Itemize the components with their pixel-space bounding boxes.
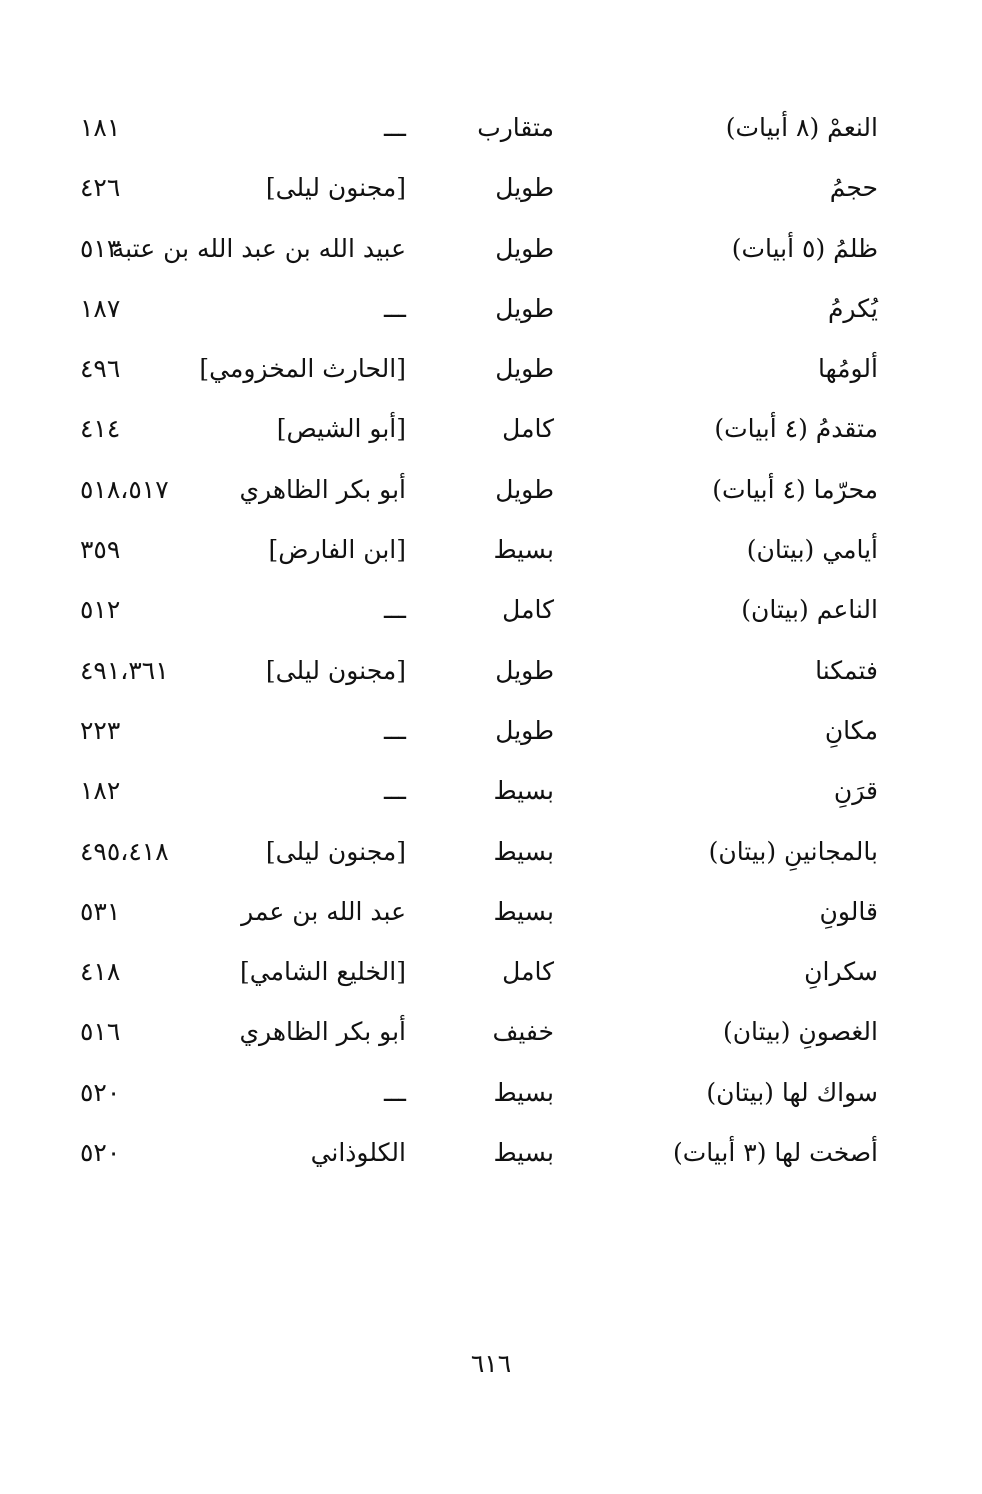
table-row [0, 822, 982, 882]
page-refs-cell: ٢٢٣ [80, 715, 121, 745]
page-refs-cell: ٤١٤ [80, 414, 121, 444]
poet-cell: ـــ [384, 293, 406, 323]
table-row [0, 399, 982, 459]
table-row [0, 279, 982, 339]
meter-cell: متقارب [477, 113, 554, 142]
page-refs-cell: ١٨١ [80, 113, 121, 142]
verse-rhyme-cell: سكرانِ [804, 957, 878, 987]
meter-cell: طويل [495, 233, 554, 263]
page-refs-cell: ٤٩١،٣٦١ [80, 655, 169, 685]
poet-cell: أبو بكر الظاهري [239, 474, 406, 504]
table-row [0, 1063, 982, 1123]
meter-cell: بسيط [493, 1077, 554, 1107]
meter-cell: خفيف [492, 1017, 554, 1047]
page-refs-cell: ٥٣١ [80, 896, 121, 926]
verse-rhyme-cell: الغصونِ (بيتان) [722, 1017, 878, 1047]
verse-rhyme-cell: سواك لها (بيتان) [706, 1077, 878, 1107]
meter-cell: كامل [502, 595, 554, 625]
verse-rhyme-cell: فتمكنا [815, 655, 878, 685]
page-refs-cell: ٤١٨ [80, 957, 121, 987]
meter-cell: بسيط [493, 1138, 554, 1168]
table-row [0, 339, 982, 399]
verse-rhyme-cell: بالمجانينِ (بيتان) [708, 836, 878, 866]
page-refs-cell: ٥١٢ [80, 595, 121, 625]
meter-cell: بسيط [493, 535, 554, 565]
table-row [0, 1123, 982, 1183]
table-row [0, 1002, 982, 1062]
page-refs-cell: ٥١٨،٥١٧ [80, 474, 169, 504]
verse-rhyme-cell: متقدمُ (٤ أبيات) [714, 414, 878, 444]
table-row [0, 882, 982, 942]
meter-cell: بسيط [493, 776, 554, 806]
verse-rhyme-cell: النعمْ (٨ أبيات) [725, 113, 878, 142]
poet-cell: ـــ [384, 595, 406, 625]
page-refs-cell: ١٨٧ [80, 293, 121, 323]
verse-rhyme-cell: محرّما (٤ أبيات) [712, 474, 878, 504]
meter-cell: بسيط [493, 896, 554, 926]
meter-cell: بسيط [493, 836, 554, 866]
meter-cell: طويل [495, 655, 554, 685]
verse-rhyme-cell: قالونِ [819, 896, 878, 926]
poet-cell: ـــ [384, 776, 406, 806]
poet-cell: الكلوذاني [310, 1138, 406, 1168]
meter-cell: طويل [495, 173, 554, 203]
poet-cell: [الحارث المخزومي] [199, 354, 406, 384]
poet-cell: ـــ [384, 113, 406, 142]
table-row [0, 460, 982, 520]
page-refs-cell: ٤٩٥،٤١٨ [80, 836, 169, 866]
poet-cell: [مجنون ليلى] [265, 655, 406, 685]
verse-rhyme-cell: يُكرمُ [827, 293, 878, 323]
table-row [0, 942, 982, 1002]
verse-rhyme-cell: ظلمُ (٥ أبيات) [731, 233, 878, 263]
poet-cell: عبيد الله بن عبد الله بن عتبة [111, 233, 406, 263]
verse-rhyme-cell: حجمُ [829, 173, 878, 203]
page-refs-cell: ٤٩٦ [80, 354, 121, 384]
page-refs-cell: ١٨٢ [80, 776, 121, 806]
meter-cell: طويل [495, 354, 554, 384]
page-refs-cell: ٥١٦ [80, 1017, 121, 1047]
table-row [0, 98, 982, 158]
page-number: ٦١٦ [470, 1349, 512, 1378]
poet-cell: [ابن الفارض] [268, 535, 406, 565]
poet-cell: عبد الله بن عمر [241, 896, 406, 926]
verse-rhyme-cell: أصخت لها (٣ أبيات) [672, 1138, 878, 1168]
table-row [0, 701, 982, 761]
meter-cell: كامل [502, 957, 554, 987]
meter-cell: كامل [502, 414, 554, 444]
poet-cell: أبو بكر الظاهري [239, 1017, 406, 1047]
page-refs-cell: ٥٢٠ [80, 1138, 121, 1168]
page-refs-cell: ٣٥٩ [80, 535, 121, 565]
verse-rhyme-cell: الناعم (بيتان) [741, 595, 878, 625]
page-refs-cell: ٥١٣ [80, 233, 121, 263]
table-row [0, 520, 982, 580]
meter-cell: طويل [495, 293, 554, 323]
table-row [0, 580, 982, 640]
poet-cell: [مجنون ليلى] [265, 836, 406, 866]
verse-rhyme-cell: مكانِ [824, 715, 878, 745]
page-refs-cell: ٤٢٦ [80, 173, 121, 203]
meter-cell: طويل [495, 715, 554, 745]
poet-cell: ـــ [384, 1077, 406, 1107]
verse-rhyme-cell: أيامي (بيتان) [746, 535, 878, 565]
table-row [0, 219, 982, 279]
table-row [0, 761, 982, 821]
table-row [0, 641, 982, 701]
verse-rhyme-cell: قرَنِ [833, 776, 878, 806]
poet-cell: [أبو الشيص] [276, 414, 406, 444]
verse-rhyme-cell: ألومُها [817, 354, 878, 384]
meter-cell: طويل [495, 474, 554, 504]
verse-index-table [0, 98, 982, 1183]
table-row [0, 158, 982, 218]
poet-cell: [مجنون ليلى] [265, 173, 406, 203]
poet-cell: [الخليع الشامي] [240, 957, 406, 987]
poet-cell: ـــ [384, 715, 406, 745]
page-refs-cell: ٥٢٠ [80, 1077, 121, 1107]
